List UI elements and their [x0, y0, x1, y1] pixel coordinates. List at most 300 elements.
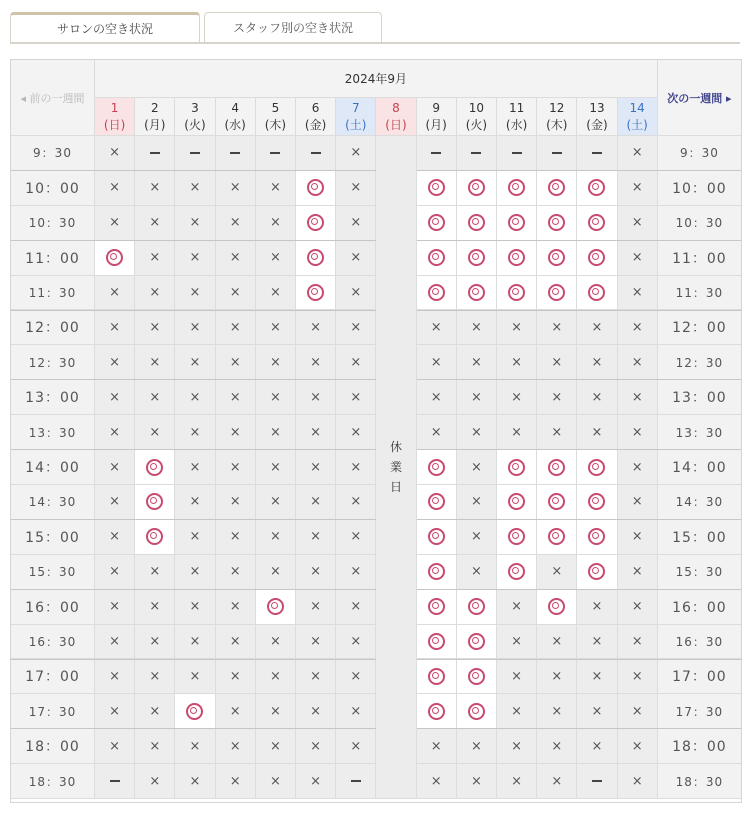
day-number: 6	[311, 100, 320, 115]
cross-icon: ×	[109, 529, 121, 545]
cross-icon: ×	[511, 703, 523, 719]
cross-icon: ×	[109, 599, 121, 615]
unavailable-slot	[256, 206, 296, 241]
cross-icon: ×	[310, 634, 322, 650]
unavailable-slot	[256, 660, 296, 695]
available-slot[interactable]	[457, 625, 497, 660]
unavailable-slot	[95, 660, 135, 695]
available-slot[interactable]	[296, 241, 336, 276]
available-slot[interactable]	[417, 555, 457, 590]
available-slot[interactable]	[457, 241, 497, 276]
double-circle-icon	[548, 214, 565, 231]
unavailable-slot	[175, 241, 215, 276]
unavailable-slot	[256, 171, 296, 206]
unavailable-slot	[216, 241, 256, 276]
available-slot[interactable]	[417, 520, 457, 555]
unavailable-slot	[175, 625, 215, 660]
unavailable-slot	[336, 345, 376, 380]
double-circle-icon	[146, 493, 163, 510]
double-circle-icon	[468, 284, 485, 301]
double-circle-icon	[428, 493, 445, 510]
unavailable-slot	[95, 764, 135, 799]
double-circle-icon	[267, 598, 284, 615]
time-label: 17：30	[658, 694, 741, 729]
available-slot[interactable]	[135, 485, 175, 520]
available-slot[interactable]	[497, 171, 537, 206]
closed-day-char: 休	[389, 440, 402, 455]
unavailable-slot	[537, 311, 577, 346]
unavailable-slot	[336, 590, 376, 625]
dash-icon	[311, 152, 321, 154]
day-number: 10	[468, 100, 485, 115]
cross-icon: ×	[310, 424, 322, 440]
double-circle-icon	[508, 179, 525, 196]
cross-icon: ×	[269, 668, 281, 684]
unavailable-slot	[256, 136, 296, 171]
double-circle-icon	[508, 214, 525, 231]
unavailable-slot	[135, 590, 175, 625]
unavailable-slot	[336, 450, 376, 485]
available-slot[interactable]	[296, 276, 336, 311]
available-slot[interactable]	[175, 694, 215, 729]
double-circle-icon	[588, 179, 605, 196]
time-label: 13：00	[11, 380, 95, 415]
double-circle-icon	[428, 633, 445, 650]
tab-salon-availability[interactable]: サロンの空き状況	[10, 12, 200, 44]
tab-staff-availability[interactable]: スタッフ別の空き状況	[204, 12, 382, 42]
cross-icon: ×	[430, 389, 442, 405]
unavailable-slot	[216, 694, 256, 729]
available-slot[interactable]	[417, 450, 457, 485]
dash-icon	[190, 152, 200, 154]
double-circle-icon	[307, 179, 324, 196]
unavailable-slot	[618, 660, 658, 695]
cross-icon: ×	[149, 180, 161, 196]
time-label: 9：30	[658, 136, 741, 171]
available-slot[interactable]	[417, 206, 457, 241]
time-label: 15：00	[658, 520, 741, 555]
time-label: 10：00	[11, 171, 95, 206]
unavailable-slot	[256, 380, 296, 415]
next-week-link[interactable]: 次の一週間 ▸	[658, 60, 741, 136]
double-circle-icon	[508, 528, 525, 545]
available-slot[interactable]	[417, 485, 457, 520]
unavailable-slot	[336, 276, 376, 311]
unavailable-slot	[457, 311, 497, 346]
cross-icon: ×	[470, 424, 482, 440]
unavailable-slot	[537, 380, 577, 415]
cross-icon: ×	[350, 145, 362, 161]
available-slot[interactable]	[497, 520, 537, 555]
cross-icon: ×	[229, 773, 241, 789]
unavailable-slot	[95, 415, 135, 450]
unavailable-slot	[296, 520, 336, 555]
closed-day-char: 業	[389, 460, 402, 475]
available-slot[interactable]	[537, 276, 577, 311]
day-number: 7	[351, 100, 360, 115]
day-of-week: (日)	[385, 117, 407, 132]
unavailable-slot	[135, 625, 175, 660]
cross-icon: ×	[229, 564, 241, 580]
cross-icon: ×	[470, 773, 482, 789]
available-slot[interactable]	[457, 660, 497, 695]
cross-icon: ×	[189, 389, 201, 405]
time-label: 13：30	[11, 415, 95, 450]
unavailable-slot	[216, 729, 256, 764]
cross-icon: ×	[430, 354, 442, 370]
time-label: 11：00	[11, 241, 95, 276]
unavailable-slot	[618, 206, 658, 241]
available-slot[interactable]	[457, 276, 497, 311]
unavailable-slot	[216, 171, 256, 206]
cross-icon: ×	[511, 424, 523, 440]
available-slot[interactable]	[577, 450, 617, 485]
double-circle-icon	[428, 249, 445, 266]
cross-icon: ×	[631, 354, 643, 370]
unavailable-slot	[296, 590, 336, 625]
unavailable-slot	[336, 729, 376, 764]
available-slot[interactable]	[537, 241, 577, 276]
cross-icon: ×	[551, 389, 563, 405]
unavailable-slot	[256, 276, 296, 311]
cross-icon: ×	[591, 319, 603, 335]
day-of-week: (火)	[465, 117, 488, 132]
available-slot[interactable]	[577, 520, 617, 555]
day-of-week: (金)	[304, 117, 327, 132]
unavailable-slot	[457, 485, 497, 520]
available-slot[interactable]	[537, 520, 577, 555]
cross-icon: ×	[229, 424, 241, 440]
double-circle-icon	[588, 528, 605, 545]
unavailable-slot	[135, 345, 175, 380]
available-slot[interactable]	[417, 660, 457, 695]
unavailable-slot	[135, 555, 175, 590]
cross-icon: ×	[310, 564, 322, 580]
day-of-week: (水)	[224, 117, 246, 132]
time-label: 17：30	[11, 694, 95, 729]
dash-icon	[150, 152, 160, 154]
available-slot[interactable]	[135, 450, 175, 485]
available-slot[interactable]	[417, 241, 457, 276]
cross-icon: ×	[310, 668, 322, 684]
unavailable-slot	[537, 660, 577, 695]
available-slot[interactable]	[417, 625, 457, 660]
available-slot[interactable]	[95, 241, 135, 276]
cross-icon: ×	[350, 459, 362, 475]
unavailable-slot	[135, 276, 175, 311]
unavailable-slot	[95, 206, 135, 241]
day-header-6	[296, 98, 336, 136]
unavailable-slot	[175, 555, 215, 590]
time-label: 15：30	[658, 555, 741, 590]
cross-icon: ×	[591, 424, 603, 440]
double-circle-icon	[186, 703, 203, 720]
unavailable-slot	[256, 625, 296, 660]
cross-icon: ×	[109, 703, 121, 719]
unavailable-slot	[618, 694, 658, 729]
cross-icon: ×	[551, 354, 563, 370]
day-of-week: (土)	[345, 117, 367, 132]
cross-icon: ×	[149, 668, 161, 684]
cross-icon: ×	[109, 668, 121, 684]
cross-icon: ×	[551, 319, 563, 335]
unavailable-slot	[296, 660, 336, 695]
available-slot[interactable]	[457, 694, 497, 729]
cross-icon: ×	[189, 494, 201, 510]
cross-icon: ×	[310, 599, 322, 615]
cross-icon: ×	[350, 319, 362, 335]
unavailable-slot	[497, 625, 537, 660]
day-number: 9	[432, 100, 440, 115]
available-slot[interactable]	[577, 206, 617, 241]
cross-icon: ×	[229, 389, 241, 405]
unavailable-slot	[618, 729, 658, 764]
prev-week-link[interactable]: ◂ 前の一週間	[11, 60, 95, 136]
dash-icon	[512, 152, 522, 154]
dash-icon	[270, 152, 280, 154]
dash-icon	[351, 780, 361, 782]
available-slot[interactable]	[537, 590, 577, 625]
cross-icon: ×	[269, 738, 281, 754]
available-slot[interactable]	[296, 171, 336, 206]
unavailable-slot	[216, 660, 256, 695]
unavailable-slot	[577, 660, 617, 695]
unavailable-slot	[497, 660, 537, 695]
cross-icon: ×	[511, 668, 523, 684]
unavailable-slot	[175, 590, 215, 625]
cross-icon: ×	[430, 319, 442, 335]
double-circle-icon	[588, 214, 605, 231]
cross-icon: ×	[149, 389, 161, 405]
unavailable-slot	[336, 625, 376, 660]
tab-bar	[0, 0, 750, 44]
available-slot[interactable]	[457, 171, 497, 206]
cross-icon: ×	[511, 354, 523, 370]
cross-icon: ×	[189, 529, 201, 545]
cross-icon: ×	[269, 319, 281, 335]
unavailable-slot	[618, 485, 658, 520]
time-label: 10：00	[658, 171, 741, 206]
available-slot[interactable]	[417, 590, 457, 625]
cross-icon: ×	[511, 634, 523, 650]
unavailable-slot	[256, 729, 296, 764]
time-label: 11：00	[658, 241, 741, 276]
cross-icon: ×	[189, 285, 201, 301]
available-slot[interactable]	[497, 276, 537, 311]
unavailable-slot	[216, 625, 256, 660]
double-circle-icon	[307, 284, 324, 301]
cross-icon: ×	[229, 285, 241, 301]
unavailable-slot	[417, 415, 457, 450]
unavailable-slot	[95, 345, 135, 380]
unavailable-slot	[336, 520, 376, 555]
unavailable-slot	[457, 729, 497, 764]
available-slot[interactable]	[497, 485, 537, 520]
cross-icon: ×	[551, 668, 563, 684]
unavailable-slot	[336, 206, 376, 241]
double-circle-icon	[428, 528, 445, 545]
day-of-week: (火)	[184, 117, 206, 132]
unavailable-slot	[175, 206, 215, 241]
cross-icon: ×	[269, 773, 281, 789]
cross-icon: ×	[109, 145, 121, 161]
unavailable-slot	[216, 206, 256, 241]
cross-icon: ×	[229, 494, 241, 510]
day-header-3	[175, 98, 215, 136]
unavailable-slot	[336, 136, 376, 171]
cross-icon: ×	[269, 459, 281, 475]
unavailable-slot	[175, 764, 215, 799]
available-slot[interactable]	[417, 171, 457, 206]
unavailable-slot	[577, 311, 617, 346]
time-label: 14：00	[658, 450, 741, 485]
available-slot[interactable]	[497, 450, 537, 485]
cross-icon: ×	[591, 668, 603, 684]
day-number: 2	[150, 100, 159, 115]
cross-icon: ×	[189, 215, 201, 231]
unavailable-slot	[457, 380, 497, 415]
unavailable-slot	[216, 450, 256, 485]
unavailable-slot	[216, 555, 256, 590]
available-slot[interactable]	[537, 485, 577, 520]
cross-icon: ×	[430, 738, 442, 754]
available-slot[interactable]	[417, 694, 457, 729]
dash-icon	[471, 152, 481, 154]
available-slot[interactable]	[256, 590, 296, 625]
dash-icon	[592, 780, 602, 782]
cross-icon: ×	[591, 354, 603, 370]
dash-icon	[592, 152, 602, 154]
time-label: 18：00	[658, 729, 741, 764]
unavailable-slot	[618, 450, 658, 485]
available-slot[interactable]	[577, 276, 617, 311]
available-slot[interactable]	[577, 241, 617, 276]
cross-icon: ×	[591, 738, 603, 754]
available-slot[interactable]	[497, 555, 537, 590]
available-slot[interactable]	[537, 206, 577, 241]
available-slot[interactable]	[537, 450, 577, 485]
time-label: 15：00	[11, 520, 95, 555]
cross-icon: ×	[350, 529, 362, 545]
unavailable-slot	[577, 764, 617, 799]
unavailable-slot	[216, 311, 256, 346]
unavailable-slot	[175, 276, 215, 311]
time-label: 16：30	[11, 625, 95, 660]
cross-icon: ×	[269, 389, 281, 405]
unavailable-slot	[336, 660, 376, 695]
time-label: 18：00	[11, 729, 95, 764]
available-slot[interactable]	[417, 276, 457, 311]
cross-icon: ×	[189, 319, 201, 335]
closed-day-char: 日	[389, 480, 402, 495]
cross-icon: ×	[631, 738, 643, 754]
available-slot[interactable]	[577, 555, 617, 590]
month-header: 2024年9月	[95, 60, 658, 98]
cross-icon: ×	[631, 145, 643, 161]
unavailable-slot	[537, 555, 577, 590]
unavailable-slot	[296, 625, 336, 660]
cross-icon: ×	[229, 703, 241, 719]
unavailable-slot	[296, 450, 336, 485]
unavailable-slot	[618, 380, 658, 415]
unavailable-slot	[256, 520, 296, 555]
unavailable-slot	[135, 206, 175, 241]
unavailable-slot	[497, 590, 537, 625]
unavailable-slot	[618, 171, 658, 206]
double-circle-icon	[508, 493, 525, 510]
day-of-week: (木)	[546, 117, 568, 132]
available-slot[interactable]	[135, 520, 175, 555]
cross-icon: ×	[470, 319, 482, 335]
unavailable-slot	[618, 555, 658, 590]
unavailable-slot	[256, 345, 296, 380]
unavailable-slot	[296, 555, 336, 590]
available-slot[interactable]	[497, 206, 537, 241]
unavailable-slot	[95, 694, 135, 729]
available-slot[interactable]	[577, 171, 617, 206]
cross-icon: ×	[551, 738, 563, 754]
unavailable-slot	[135, 415, 175, 450]
day-header-10	[457, 98, 497, 136]
double-circle-icon	[468, 249, 485, 266]
time-label: 10：30	[658, 206, 741, 241]
unavailable-slot	[336, 171, 376, 206]
day-of-week: (水)	[505, 117, 528, 132]
cross-icon: ×	[350, 668, 362, 684]
dash-icon	[431, 152, 441, 154]
unavailable-slot	[135, 764, 175, 799]
available-slot[interactable]	[497, 241, 537, 276]
available-slot[interactable]	[577, 485, 617, 520]
available-slot[interactable]	[296, 206, 336, 241]
time-label: 12：30	[11, 345, 95, 380]
unavailable-slot	[135, 171, 175, 206]
double-circle-icon	[548, 528, 565, 545]
unavailable-slot	[175, 415, 215, 450]
day-of-week: (金)	[586, 117, 608, 132]
cross-icon: ×	[631, 599, 643, 615]
double-circle-icon	[548, 459, 565, 476]
time-label: 13：00	[658, 380, 741, 415]
unavailable-slot	[95, 136, 135, 171]
unavailable-slot	[135, 241, 175, 276]
double-circle-icon	[468, 668, 485, 685]
available-slot[interactable]	[457, 206, 497, 241]
cross-icon: ×	[631, 250, 643, 266]
day-header-1	[95, 98, 135, 136]
double-circle-icon	[508, 563, 525, 580]
cross-icon: ×	[350, 354, 362, 370]
double-circle-icon	[468, 633, 485, 650]
unavailable-slot	[95, 625, 135, 660]
available-slot[interactable]	[457, 590, 497, 625]
unavailable-slot	[296, 729, 336, 764]
unavailable-slot	[256, 694, 296, 729]
cross-icon: ×	[470, 494, 482, 510]
cross-icon: ×	[350, 599, 362, 615]
cross-icon: ×	[310, 354, 322, 370]
unavailable-slot	[457, 520, 497, 555]
unavailable-slot	[457, 136, 497, 171]
unavailable-slot	[216, 590, 256, 625]
availability-table	[10, 59, 742, 803]
cross-icon: ×	[149, 738, 161, 754]
cross-icon: ×	[470, 564, 482, 580]
cross-icon: ×	[631, 564, 643, 580]
available-slot[interactable]	[537, 171, 577, 206]
unavailable-slot	[95, 729, 135, 764]
cross-icon: ×	[109, 389, 121, 405]
